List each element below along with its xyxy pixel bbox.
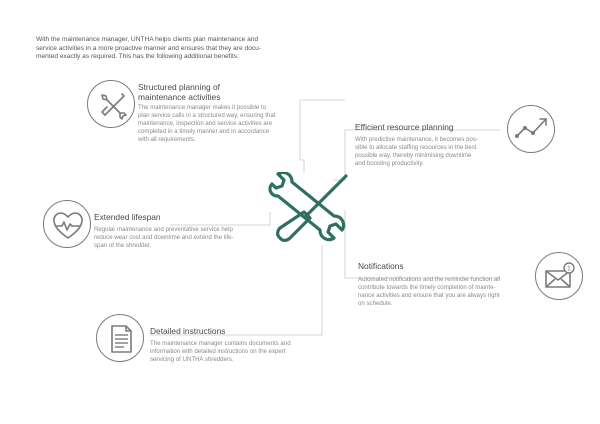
title-line: maintenance activities	[138, 91, 221, 102]
body-line: Regular maintenance and preventative service help	[94, 226, 233, 233]
lifespan-body	[94, 226, 269, 250]
intro-line: mented exactly as required. This has the following additional benefits:	[36, 53, 239, 61]
notification-badge: 1	[567, 265, 571, 273]
body-line: with all requirements.	[138, 136, 196, 144]
wrench-screwdriver-crossed-icon	[87, 80, 135, 128]
body-line: Automated notifications and the reminder function all	[358, 276, 500, 283]
title-line: Notifications	[358, 261, 404, 271]
body-line: maintenance, inspection and service activities are	[138, 120, 273, 128]
body-line: on schedule.	[358, 300, 393, 308]
title-line: Detailed instructions	[150, 326, 226, 336]
structured-body	[138, 104, 298, 144]
body-line: The maintenance manager makes it possible to	[138, 104, 267, 111]
body-line: servicing of UNTHA shredders.	[150, 356, 234, 364]
structured-title	[138, 83, 220, 102]
title-line: Efficient resource planning	[355, 122, 454, 132]
body-line: sible to allocate staffing resources in the best	[355, 144, 477, 152]
body-line: plan service calls in a structured way, ensuring that	[138, 112, 276, 120]
notifications-body	[358, 276, 533, 308]
body-line: With predictive maintenance, it becomes pos-	[355, 136, 478, 143]
trend-arrow-icon	[507, 105, 555, 153]
title-line: Extended lifespan	[94, 212, 161, 222]
notifications-title	[358, 262, 404, 272]
document-icon	[96, 314, 144, 362]
body-line: and boosting productivity.	[355, 160, 424, 168]
title-line: Structured planning of	[138, 82, 220, 92]
body-line: possible way, thereby minimising downtime	[355, 152, 472, 160]
body-line: span of the shredder.	[94, 242, 152, 250]
wrench-screwdriver-icon	[264, 172, 352, 252]
body-line: information with detailed instructions on the expert	[150, 348, 286, 356]
body-line: The maintenance manager contains documents and	[150, 340, 291, 347]
lifespan-title	[94, 213, 161, 223]
resource-body	[355, 136, 500, 168]
instructions-body	[150, 340, 320, 364]
intro-line: service activities in a more proactive manner and ensures that they are docu-	[36, 44, 262, 52]
intro-line: With the maintenance manager, UNTHA helps clients plan maintenance and	[36, 36, 259, 43]
resource-title	[355, 123, 454, 133]
intro-text	[36, 36, 276, 62]
heart-pulse-icon	[43, 200, 91, 248]
body-line: completed in a timely manner and in accordance	[138, 128, 270, 136]
body-line: contribute towards the timely completion of mainte-	[358, 284, 496, 292]
body-line: nance activities and ensure that you are always right	[358, 292, 500, 300]
mail-notification-icon	[535, 252, 583, 300]
body-line: reduce wear cost and downtime and extend the life-	[94, 234, 234, 242]
instructions-title	[150, 327, 225, 337]
